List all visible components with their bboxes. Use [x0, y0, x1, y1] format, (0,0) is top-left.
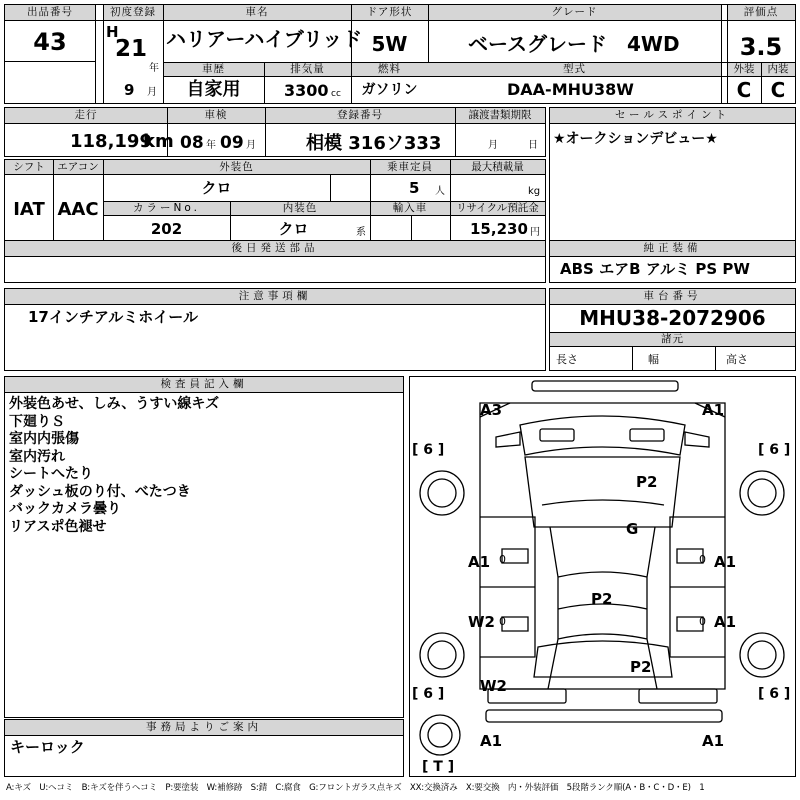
shift: IAT	[13, 199, 45, 220]
recycle-label: リサイクル預託金	[456, 202, 539, 214]
fuel-label: 燃料	[378, 63, 401, 75]
tire-rr-shape	[740, 633, 784, 677]
equipment-label: 純正装備	[643, 242, 702, 254]
door-label: ドア形状	[366, 6, 413, 18]
int-label: 内装	[767, 63, 789, 75]
tire-mark-rl: [ 6 ]	[412, 686, 445, 702]
model-code: DAA-MHU38W	[507, 80, 634, 99]
caution-text: 17インチアルミホイール	[28, 308, 198, 326]
roof-shape	[525, 457, 680, 527]
color-no-label: カラーNo.	[133, 202, 200, 214]
mark-rear-hatch: P2	[630, 658, 652, 676]
mileage-label: 走行	[74, 109, 98, 121]
tire-fr-shape	[740, 471, 784, 515]
later-parts-label: 後日発送部品	[231, 242, 319, 254]
displacement-unit: cc	[331, 89, 341, 99]
equipment: ABS エアB アルミ PS PW	[560, 260, 750, 278]
small-o-right-rear: 0	[699, 615, 706, 628]
mark-hood: P2	[636, 473, 658, 491]
small-o-left-rear: 0	[499, 615, 506, 628]
mark-right-front-door: A1	[714, 553, 737, 571]
recycle-unit: 円	[530, 227, 540, 238]
ac: AAC	[57, 199, 99, 220]
mileage-unit: km	[143, 131, 174, 152]
grade: ベースグレード 4WD	[468, 32, 680, 56]
interior-color: クロ	[278, 220, 309, 238]
import-label: 輸入車	[392, 202, 428, 214]
plate-number: 相模 316ソ333	[306, 133, 442, 154]
mark-front-left: A3	[480, 401, 503, 419]
year-unit: 年	[149, 63, 159, 74]
lot-number: 43	[33, 28, 67, 56]
length-label: 長さ	[556, 353, 578, 366]
windshield-shape	[520, 416, 685, 455]
mark-roof: P2	[591, 590, 613, 608]
inspector-label: 検査員記入欄	[160, 378, 248, 390]
era: H	[106, 23, 119, 41]
mark-left-rear-door: W2	[468, 613, 495, 631]
color-no: 202	[150, 220, 183, 238]
capacity-label: 乗車定員	[387, 161, 433, 173]
mark-right-rear-door: A1	[714, 613, 737, 631]
transfer-label: 譲渡書類期限	[468, 109, 532, 121]
office-label: 事務局よりご案内	[146, 721, 262, 733]
small-o-left-front: 0	[499, 553, 506, 566]
grade-label: グレード	[551, 6, 598, 18]
month-unit: 月	[147, 87, 157, 98]
mark-left-front-door: A1	[468, 553, 491, 571]
caution-label: 注意事項欄	[238, 290, 312, 302]
chassis-number: MHU38-2072906	[579, 306, 766, 330]
ext-label: 外装	[733, 63, 755, 75]
displacement: 3300	[284, 81, 329, 100]
sales-label: セールスポイント	[614, 109, 731, 121]
transfer-day-unit: 日	[528, 140, 538, 151]
tire-mark-spare: [ T ]	[422, 759, 455, 775]
recycle-fee: 15,230	[470, 220, 528, 238]
int-grade: C	[770, 78, 786, 102]
score: 3.5	[739, 33, 783, 61]
tire-mark-rr: [ 6 ]	[758, 686, 791, 702]
front-bumper-shape	[532, 381, 678, 391]
spare-tire-shape	[420, 715, 460, 755]
mark-rear-right: A1	[702, 732, 725, 750]
interior-unit: 系	[356, 227, 366, 238]
car-name-label: 車名	[245, 6, 269, 18]
sales-point: ★オークションデビュー★	[553, 131, 718, 147]
insp-month: 09	[220, 133, 244, 153]
mark-front-right: A1	[702, 401, 725, 419]
first-reg-year: 21	[115, 36, 148, 62]
door-type: 5W	[371, 32, 408, 56]
displacement-label: 排気量	[290, 63, 325, 75]
tire-fl-shape	[420, 471, 464, 515]
history-label: 車歴	[202, 63, 225, 75]
inspection-label: 車検	[204, 109, 228, 121]
sales-point-box	[549, 107, 796, 242]
mark-rear-left: A1	[480, 732, 503, 750]
mileage: 118,199	[70, 131, 152, 152]
height-label: 高さ	[726, 353, 748, 366]
mark-windshield: G	[626, 520, 639, 538]
color: クロ	[201, 179, 232, 197]
interior-label: 内装色	[282, 202, 318, 214]
legend-text: A:キズ U:ヘコミ B:キズを伴うヘコミ P:要塗装 W:補修跡 S:錆 C:腐食 G:フロントガラス点キズ XX:交換済み X:要交換 内・外装評価 5段階ランク順(A・B・C・D・E) 1	[6, 783, 705, 793]
model-label: 型式	[563, 63, 586, 75]
ac-label: エアコン	[57, 161, 99, 173]
office-text: キーロック	[10, 738, 85, 756]
ext-grade: C	[736, 78, 752, 102]
load-label: 最大積載量	[471, 161, 524, 173]
lot-label: 出品番号	[27, 6, 73, 18]
car-name: ハリアーハイブリッド	[166, 27, 363, 51]
transfer-month-unit: 月	[488, 140, 498, 151]
chassis-label: 車台番号	[643, 290, 702, 302]
width-label: 幅	[648, 353, 659, 366]
insp-year: 08	[180, 133, 204, 153]
small-o-right-front: 0	[699, 553, 706, 566]
spec-label: 諸元	[661, 333, 684, 345]
mark-left-rear-quarter: W2	[480, 677, 507, 695]
load-unit: kg	[528, 186, 541, 197]
rear-bumper-shape	[486, 710, 722, 722]
tire-mark-fr: [ 6 ]	[758, 442, 791, 458]
tire-mark-fl: [ 6 ]	[412, 442, 445, 458]
insp-month-unit: 月	[246, 140, 256, 151]
inspector-notes: 外装色あせ、しみ、うすい線キズ 下廻りＳ 室内内張傷 室内汚れ シートへたり ダッシュ板のり付、べたつき バックカメラ曇り リアスポ色褪せ	[9, 396, 220, 535]
score-label: 評価点	[743, 6, 779, 18]
insp-year-unit: 年	[206, 140, 216, 151]
damage-diagram	[409, 376, 796, 777]
plate-label: 登録番号	[337, 109, 383, 121]
first-reg-label: 初度登録	[110, 6, 156, 18]
capacity: 5	[409, 179, 420, 197]
shift-label: シフト	[13, 161, 45, 173]
first-reg-month: 9	[124, 81, 135, 99]
tire-rl-shape	[420, 633, 464, 677]
capacity-unit: 人	[435, 186, 445, 197]
history: 自家用	[186, 79, 241, 100]
fuel: ガソリン	[361, 82, 418, 98]
color-label: 外装色	[219, 161, 254, 173]
